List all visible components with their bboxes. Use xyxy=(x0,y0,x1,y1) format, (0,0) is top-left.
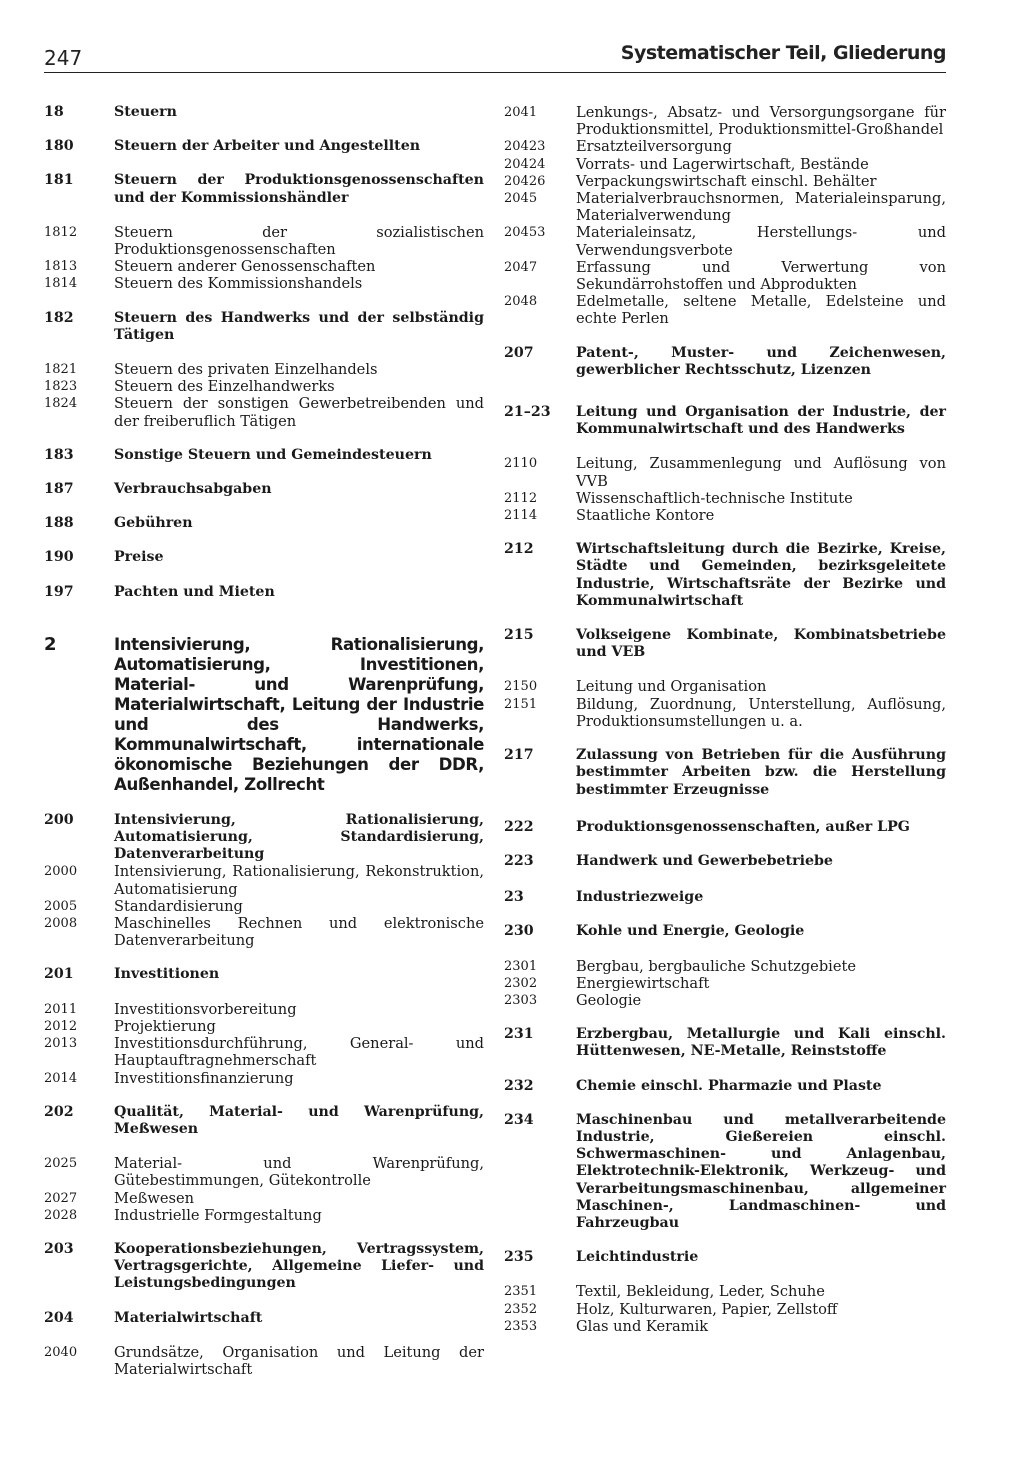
entry-text: Intensivierung, Rationalisierung, Automatisierung, Investitionen, Material- und Warenprüfung, Materialwirtschaft, Leitung der Industrie und des Handwerks, Kommunalwirtschaft, internationale ökonomische Beziehungen der DDR, Außenhandel, Zollrecht xyxy=(114,634,484,794)
index-entry xyxy=(504,819,946,836)
index-entry xyxy=(504,490,946,507)
index-entry xyxy=(44,1207,484,1224)
entry-text: Steuern des privaten Einzelhandels xyxy=(114,361,378,379)
index-entry xyxy=(504,224,946,258)
entry-text: Investitionen xyxy=(114,966,220,983)
entry-text: Glas und Keramik xyxy=(576,1317,709,1335)
entry-number: 1814 xyxy=(44,276,78,292)
entry-text: Steuern der sonstigen Gewerbetreibenden und der freiberuflich Tätigen xyxy=(114,395,484,430)
entry-text: Wissenschaftlich-technische Institute xyxy=(576,489,853,507)
index-entry xyxy=(44,224,484,258)
entry-text: Verbrauchsabgaben xyxy=(114,481,272,498)
entry-number: 190 xyxy=(44,549,74,566)
entry-text: Wirtschaftsleitung durch die Bezirke, Kreise, Städte und Gemeinden, bezirksgeleitete Industrie, Wirtschaftsräte der Bezirke und Kommunalwirtschaft xyxy=(576,541,946,609)
entry-text: Edelmetalle, seltene Metalle, Edelsteine und echte Perlen xyxy=(576,293,946,328)
entry-number: 2045 xyxy=(504,191,538,207)
index-entry xyxy=(44,1070,484,1087)
entry-text: Steuern xyxy=(114,104,177,120)
entry-text: Volkseigene Kombinate, Kombinatsbetriebe und VEB xyxy=(576,627,946,661)
entry-number: 2008 xyxy=(44,916,78,932)
index-entry xyxy=(504,853,946,870)
entry-number: 20453 xyxy=(504,225,546,241)
entry-text: Grundsätze, Organisation und Leitung der Materialwirtschaft xyxy=(114,1343,484,1378)
entry-text: Leichtindustrie xyxy=(576,1249,699,1266)
index-entry xyxy=(504,190,946,224)
index-entry xyxy=(44,1310,484,1327)
index-entry xyxy=(504,156,946,173)
entry-number: 180 xyxy=(44,138,74,155)
page-header xyxy=(44,40,946,73)
index-entry xyxy=(44,584,484,601)
entry-text: Steuern des Handwerks und der selbständig Tätigen xyxy=(114,309,484,343)
index-entry xyxy=(504,404,946,438)
entry-number: 2027 xyxy=(44,1190,78,1206)
index-entry xyxy=(44,549,484,566)
index-entry xyxy=(44,1344,484,1378)
entry-number: 197 xyxy=(44,583,74,600)
index-entry xyxy=(504,747,946,799)
entry-number: 207 xyxy=(504,344,534,361)
entry-text: Bergbau, bergbauliche Schutzgebiete xyxy=(576,957,856,975)
entry-number: 2014 xyxy=(44,1070,78,1086)
index-entry xyxy=(504,1249,946,1266)
entry-text: Steuern der Arbeiter und Angestellten xyxy=(114,138,421,155)
entry-text: Leitung und Organisation xyxy=(576,678,767,696)
entry-text: Energiewirtschaft xyxy=(576,974,710,992)
index-entry xyxy=(504,138,946,155)
entry-text: Materialwirtschaft xyxy=(114,1309,263,1326)
entry-text: Meßwesen xyxy=(114,1189,194,1207)
entry-number: 2351 xyxy=(504,1284,538,1300)
entry-number: 2041 xyxy=(504,105,538,120)
entry-number: 21–23 xyxy=(504,404,551,421)
entry-text: Chemie einschl. Pharmazie und Plaste xyxy=(576,1077,882,1094)
index-entry xyxy=(504,173,946,190)
entry-number: 1813 xyxy=(44,259,78,275)
entry-text: Patent-, Muster- und Zeichenwesen, gewerblicher Rechtsschutz, Lizenzen xyxy=(576,344,946,378)
entry-number: 204 xyxy=(44,1309,74,1326)
entry-text: Bildung, Zuordnung, Unterstellung, Auflösung, Produktionsumstellungen u. a. xyxy=(576,695,946,730)
index-entry xyxy=(44,395,484,429)
entry-text: Projektierung xyxy=(114,1017,216,1035)
index-entry xyxy=(504,923,946,940)
entry-text: Intensivierung, Rationalisierung, Rekonstruktion, Automatisierung xyxy=(114,863,484,898)
index-entry xyxy=(44,258,484,275)
entry-number: 215 xyxy=(504,627,534,644)
entry-number: 230 xyxy=(504,923,534,940)
entry-number: 200 xyxy=(44,811,74,828)
entry-text: Verpackungswirtschaft einschl. Behälter xyxy=(576,172,877,190)
entry-number: 20424 xyxy=(504,156,546,172)
entry-text: Steuern des Einzelhandwerks xyxy=(114,378,335,396)
entry-number: 1823 xyxy=(44,379,78,395)
entry-text: Qualität, Material- und Warenprüfung, Meßwesen xyxy=(114,1103,484,1137)
entry-number: 2114 xyxy=(504,508,538,524)
index-entry xyxy=(44,138,484,155)
index-entry xyxy=(504,992,946,1009)
index-entry xyxy=(44,310,484,344)
entry-number: 20426 xyxy=(504,173,546,189)
entry-number: 2303 xyxy=(504,992,538,1008)
index-entry xyxy=(504,541,946,610)
entry-number: 1812 xyxy=(44,224,78,240)
entry-text: Standardisierung xyxy=(114,897,243,915)
index-entry xyxy=(504,678,946,695)
entry-text: Lenkungs-, Absatz- und Versorgungsorgane für Produktionsmittel, Produktionsmittel-Großhandel xyxy=(576,104,946,139)
entry-text: Staatliche Kontore xyxy=(576,507,715,525)
entry-number: 2025 xyxy=(44,1156,78,1172)
index-entry xyxy=(44,1001,484,1018)
entry-number: 235 xyxy=(504,1249,534,1266)
entry-number: 182 xyxy=(44,309,74,326)
index-entry xyxy=(504,1318,946,1335)
index-entry xyxy=(44,1104,484,1138)
index-entry xyxy=(504,958,946,975)
entry-number: 20423 xyxy=(504,139,546,155)
entry-text: Steuern des Kommissionshandels xyxy=(114,275,363,293)
entry-text: Holz, Kulturwaren, Papier, Zellstoff xyxy=(576,1300,838,1318)
index-entry xyxy=(504,507,946,524)
entry-number: 183 xyxy=(44,446,74,463)
index-entry xyxy=(504,696,946,730)
running-title: Systematischer Teil, Gliederung xyxy=(620,42,946,64)
index-entry xyxy=(504,104,946,138)
entry-number: 203 xyxy=(44,1240,74,1257)
entry-text: Maschinenbau und metallverarbeitende Industrie, Gießereien einschl. Schwermaschinen- und Anlagenbau, Elektrotechnik-Elektronik, Werkzeug- und Verarbeitungsmaschinenbau, allgemeiner Maschinen-, Landmaschinen- und Fahrzeugbau xyxy=(576,1111,946,1231)
entry-number: 2352 xyxy=(504,1301,538,1317)
entry-text: Vorrats- und Lagerwirtschaft, Bestände xyxy=(576,155,869,173)
right-column xyxy=(504,104,946,1335)
entry-number: 188 xyxy=(44,515,74,532)
index-entry xyxy=(44,481,484,498)
index-entry xyxy=(44,1018,484,1035)
index-entry xyxy=(44,635,484,795)
entry-text: Erfassung und Verwertung von Sekundärrohstoffen und Abprodukten xyxy=(576,258,946,294)
left-column xyxy=(44,104,484,1378)
index-entry xyxy=(44,1241,484,1293)
entry-number: 2150 xyxy=(504,679,538,695)
index-entry xyxy=(44,915,484,949)
entry-number: 2048 xyxy=(504,294,538,310)
entry-number: 234 xyxy=(504,1111,534,1128)
entry-text: Textil, Bekleidung, Leder, Schuhe xyxy=(576,1283,825,1301)
entry-text: Ersatzteilversorgung xyxy=(576,138,732,156)
entry-text: Material- und Warenprüfung, Gütebestimmungen, Gütekontrolle xyxy=(114,1155,484,1190)
index-entry xyxy=(44,966,484,983)
entry-number: 2013 xyxy=(44,1036,78,1052)
entry-number: 2040 xyxy=(44,1344,78,1360)
index-entry xyxy=(44,1155,484,1189)
entry-text: Leitung, Zusammenlegung und Auflösung von VVB xyxy=(576,455,946,490)
entry-text: Preise xyxy=(114,549,164,566)
index-entry xyxy=(504,627,946,661)
entry-number: 23 xyxy=(504,889,524,906)
entry-number: 2047 xyxy=(504,259,538,275)
entry-text: Investitionsvorbereitung xyxy=(114,1000,297,1018)
entry-text: Steuern der Produktionsgenossenschaften und der Kommissionshändler xyxy=(114,172,484,206)
entry-number: 2 xyxy=(44,633,57,655)
entry-number: 2028 xyxy=(44,1207,78,1223)
entry-number: 2005 xyxy=(44,898,78,914)
entry-number: 212 xyxy=(504,541,534,558)
entry-number: 18 xyxy=(44,104,64,120)
entry-number: 2151 xyxy=(504,696,538,712)
index-entry xyxy=(504,1112,946,1232)
entry-text: Steuern anderer Genossenschaften xyxy=(114,258,376,276)
entry-number: 2012 xyxy=(44,1018,78,1034)
index-entry xyxy=(504,975,946,992)
entry-number: 2011 xyxy=(44,1001,78,1017)
entry-text: Steuern der sozialistischen Produktionsgenossenschaften xyxy=(114,223,484,259)
entry-text: Produktionsgenossenschaften, außer LPG xyxy=(576,818,910,835)
index-entry xyxy=(504,889,946,906)
entry-number: 2110 xyxy=(504,456,538,472)
entry-text: Erzbergbau, Metallurgie und Kali einschl. Hüttenwesen, NE-Metalle, Reinststoffe xyxy=(576,1026,946,1060)
entry-number: 2112 xyxy=(504,490,538,506)
entry-number: 223 xyxy=(504,852,534,869)
index-entry xyxy=(504,1301,946,1318)
entry-number: 2000 xyxy=(44,864,78,880)
entry-number: 201 xyxy=(44,966,74,983)
entry-number: 187 xyxy=(44,481,74,498)
entry-text: Investitionsfinanzierung xyxy=(114,1069,294,1087)
entry-text: Sonstige Steuern und Gemeindesteuern xyxy=(114,446,432,463)
entry-text: Investitionsdurchführung, General- und Hauptauftragnehmerschaft xyxy=(114,1035,484,1070)
entry-number: 2353 xyxy=(504,1318,538,1334)
index-entry xyxy=(44,378,484,395)
index-entry xyxy=(504,293,946,327)
entry-number: 2302 xyxy=(504,975,538,991)
entry-text: Gebühren xyxy=(114,515,193,532)
index-entry xyxy=(44,1035,484,1069)
entry-text: Industriezweige xyxy=(576,889,704,906)
entry-number: 2301 xyxy=(504,958,538,974)
index-entry xyxy=(504,1283,946,1300)
entry-text: Handwerk und Gewerbebetriebe xyxy=(576,852,833,869)
index-entry xyxy=(504,345,946,379)
index-entry xyxy=(44,812,484,864)
index-entry xyxy=(44,447,484,464)
index-entry xyxy=(44,172,484,206)
entry-text: Leitung und Organisation der Industrie, der Kommunalwirtschaft und des Handwerks xyxy=(576,404,946,438)
index-entry xyxy=(44,863,484,897)
entry-number: 232 xyxy=(504,1077,534,1094)
entry-number: 1821 xyxy=(44,362,78,378)
page-number: 247 xyxy=(44,46,83,70)
entry-text: Industrielle Formgestaltung xyxy=(114,1206,322,1224)
entry-text: Materialeinsatz, Herstellungs- und Verwendungsverbote xyxy=(576,224,946,259)
index-entry xyxy=(44,275,484,292)
entry-number: 181 xyxy=(44,172,74,189)
entry-number: 231 xyxy=(504,1026,534,1043)
index-entry xyxy=(44,104,484,121)
index-entry xyxy=(504,455,946,489)
entry-text: Kohle und Energie, Geologie xyxy=(576,923,805,940)
index-entry xyxy=(44,515,484,532)
entry-number: 202 xyxy=(44,1103,74,1120)
entry-text: Kooperationsbeziehungen, Vertragssystem, Vertragsgerichte, Allgemeine Liefer- und Leistungsbedingungen xyxy=(114,1240,484,1292)
entry-text: Zulassung von Betrieben für die Ausführung bestimmter Arbeiten bzw. die Herstellung bestimmter Erzeugnisse xyxy=(576,747,946,798)
entry-text: Maschinelles Rechnen und elektronische Datenverarbeitung xyxy=(114,915,484,950)
index-entry xyxy=(44,898,484,915)
entry-number: 1824 xyxy=(44,396,78,412)
entry-text: Pachten und Mieten xyxy=(114,583,275,600)
index-entry xyxy=(44,361,484,378)
entry-text: Geologie xyxy=(576,991,642,1009)
entry-number: 222 xyxy=(504,818,534,835)
entry-number: 217 xyxy=(504,747,534,764)
index-entry xyxy=(504,1078,946,1095)
index-entry xyxy=(504,1026,946,1060)
index-entry xyxy=(504,259,946,293)
entry-text: Intensivierung, Rationalisierung, Automatisierung, Standardisierung, Datenverarbeitung xyxy=(114,811,484,863)
index-entry xyxy=(44,1190,484,1207)
entry-text: Materialverbrauchsnormen, Materialeinsparung, Materialverwendung xyxy=(576,190,946,225)
